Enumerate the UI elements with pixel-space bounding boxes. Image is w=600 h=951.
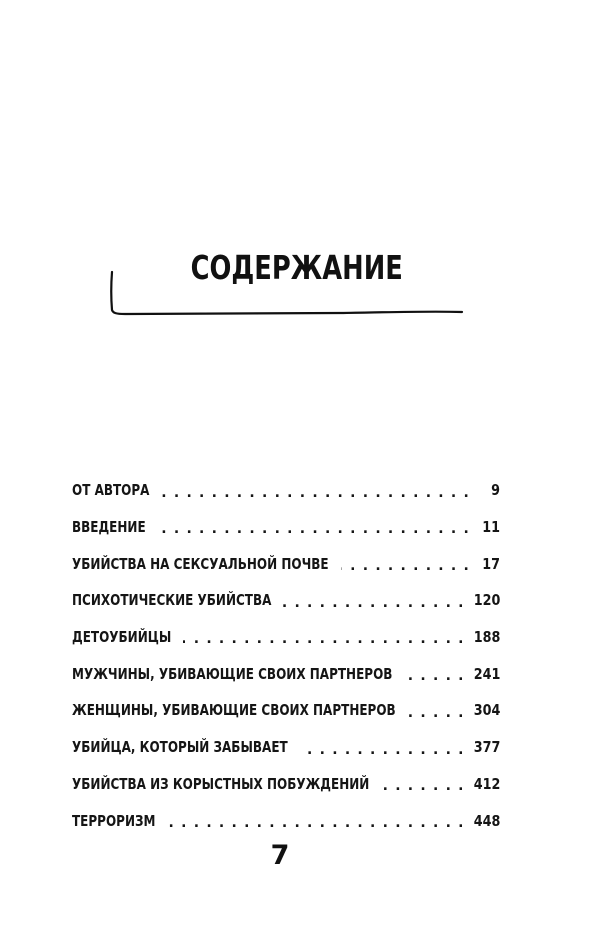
- toc-entry-title: МУЖЧИНЫ, УБИВАЮЩИЕ СВОИХ ПАРТНЕРОВ: [72, 664, 393, 683]
- toc-entry-page: 11: [482, 518, 500, 537]
- toc-leader-dots: [161, 472, 470, 509]
- toc-entry-page: 9: [491, 481, 500, 500]
- toc-entry[interactable]: [72, 729, 500, 766]
- contents-heading: [0, 0, 600, 340]
- toc-entry[interactable]: [72, 766, 500, 803]
- toc-entry-title: УБИЙСТВА НА СЕКСУАЛЬНОЙ ПОЧВЕ: [72, 554, 329, 573]
- toc-leader-dots: [300, 729, 465, 766]
- toc-entry[interactable]: [72, 619, 500, 656]
- toc-entry-title: ПСИХОТИЧЕСКИЕ УБИЙСТВА: [72, 591, 272, 610]
- toc-entry-page: 17: [482, 554, 500, 573]
- page-title: СОДЕРЖАНИЕ: [190, 248, 403, 287]
- page-number: 7: [270, 840, 290, 871]
- toc-leader-dots: [404, 655, 464, 692]
- table-of-contents: [72, 472, 500, 839]
- toc-entry[interactable]: [72, 692, 500, 729]
- toc-leader-dots: [381, 766, 464, 803]
- toc-entry[interactable]: [72, 655, 500, 692]
- toc-entry-page: 304: [473, 701, 500, 720]
- toc-leader-dots: [341, 545, 470, 582]
- toc-entry[interactable]: [72, 509, 500, 546]
- toc-entry-title: ВВЕДЕНИЕ: [72, 518, 146, 537]
- toc-entry[interactable]: [72, 545, 500, 582]
- toc-entry-page: 412: [473, 774, 500, 793]
- toc-leader-dots: [167, 802, 464, 839]
- toc-entry-page: 241: [473, 664, 500, 683]
- toc-leader-dots: [408, 692, 465, 729]
- toc-entry-title: ДЕТОУБИЙЦЫ: [72, 628, 172, 647]
- toc-entry-page: 188: [473, 628, 500, 647]
- toc-entry-title: УБИЙСТВА ИЗ КОРЫСТНЫХ ПОБУЖДЕНИЙ: [72, 774, 370, 793]
- toc-entry[interactable]: [72, 582, 500, 619]
- toc-entry-title: УБИЙЦА, КОТОРЫЙ ЗАБЫВАЕТ: [72, 738, 288, 757]
- heading-bracket-line: [0, 0, 600, 340]
- toc-entry[interactable]: [72, 472, 500, 509]
- toc-entry-page: 120: [473, 591, 500, 610]
- toc-entry-page: 448: [473, 811, 500, 830]
- toc-entry[interactable]: [72, 802, 500, 839]
- toc-entry-title: ЖЕНЩИНЫ, УБИВАЮЩИЕ СВОИХ ПАРТНЕРОВ: [72, 701, 396, 720]
- toc-leader-dots: [183, 619, 464, 656]
- toc-entry-title: ОТ АВТОРА: [72, 481, 150, 500]
- toc-leader-dots: [158, 509, 470, 546]
- toc-entry-page: 377: [473, 738, 500, 757]
- toc-entry-title: ТЕРРОРИЗМ: [72, 811, 156, 830]
- toc-leader-dots: [283, 582, 464, 619]
